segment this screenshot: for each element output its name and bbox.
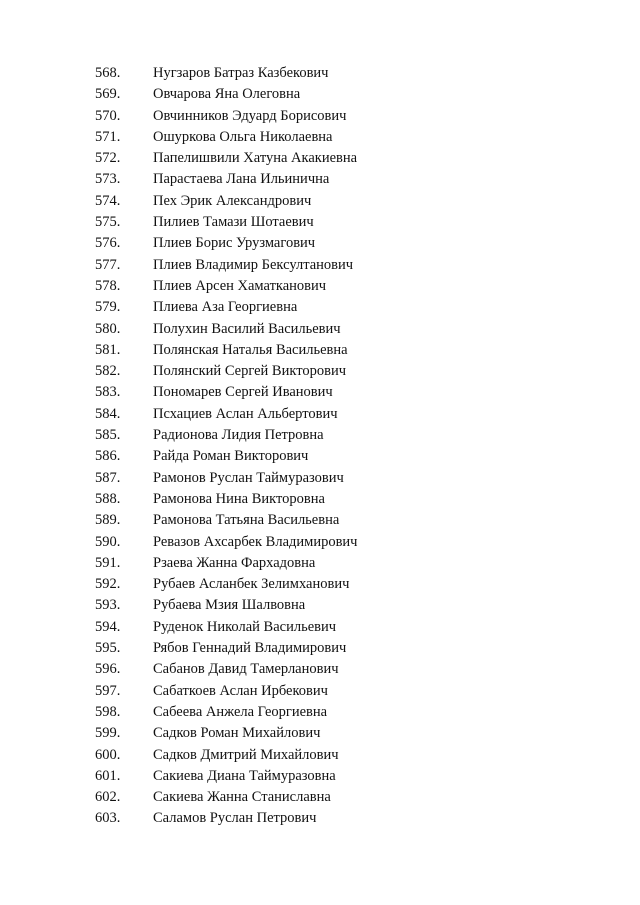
list-item xyxy=(0,297,640,318)
entry-full-name: Сакиева Диана Таймуразовна xyxy=(153,767,336,784)
entry-number: 597. xyxy=(95,682,121,699)
list-item xyxy=(0,681,640,702)
entry-full-name: Сакиева Жанна Станиславна xyxy=(153,789,331,806)
entry-full-name: Плиев Борис Урузмагович xyxy=(153,235,316,252)
entry-full-name: Ревазов Ахсарбек Владимирович xyxy=(153,533,358,550)
entry-number: 576. xyxy=(95,235,121,252)
list-item xyxy=(0,723,640,744)
list-item xyxy=(0,702,640,723)
entry-number: 578. xyxy=(95,277,121,294)
list-item xyxy=(0,425,640,446)
list-item xyxy=(0,382,640,403)
entry-number: 582. xyxy=(95,363,121,380)
list-item xyxy=(0,787,640,808)
entry-full-name: Псхациев Аслан Альбертович xyxy=(153,405,338,422)
entry-full-name: Овчинников Эдуард Борисович xyxy=(153,107,347,124)
list-item xyxy=(0,276,640,297)
entry-full-name: Рамонова Нина Викторовна xyxy=(153,490,325,507)
entry-full-name: Полянский Сергей Викторович xyxy=(153,363,347,380)
entry-number: 589. xyxy=(95,512,121,529)
list-item xyxy=(0,255,640,276)
list-item xyxy=(0,169,640,190)
entry-full-name: Пех Эрик Александрович xyxy=(153,192,312,209)
entry-number: 577. xyxy=(95,256,121,273)
entry-number: 591. xyxy=(95,554,121,571)
entry-number: 586. xyxy=(95,448,121,465)
entry-number: 595. xyxy=(95,640,121,657)
list-item xyxy=(0,766,640,787)
list-item xyxy=(0,468,640,489)
entry-full-name: Полянская Наталья Васильевна xyxy=(153,341,348,358)
entry-number: 602. xyxy=(95,789,121,806)
list-item xyxy=(0,553,640,574)
list-item xyxy=(0,574,640,595)
entry-full-name: Рубаев Асланбек Зелимханович xyxy=(153,576,350,593)
list-item xyxy=(0,617,640,638)
entry-full-name: Овчарова Яна Олеговна xyxy=(153,86,301,103)
list-item xyxy=(0,148,640,169)
entry-full-name: Пилиев Тамази Шотаевич xyxy=(153,214,314,231)
entry-number: 598. xyxy=(95,703,121,720)
entry-full-name: Рубаева Мзия Шалвовна xyxy=(153,597,306,614)
entry-number: 580. xyxy=(95,320,121,337)
entry-number: 587. xyxy=(95,469,121,486)
list-item xyxy=(0,212,640,233)
entry-full-name: Ошуркова Ольга Николаевна xyxy=(153,128,333,145)
list-item xyxy=(0,446,640,467)
entry-full-name: Плиева Аза Георгиевна xyxy=(153,299,298,316)
list-item xyxy=(0,127,640,148)
entry-number: 585. xyxy=(95,427,121,444)
entry-number: 592. xyxy=(95,576,121,593)
entry-number: 590. xyxy=(95,533,121,550)
entry-number: 569. xyxy=(95,86,121,103)
entry-full-name: Рябов Геннадий Владимирович xyxy=(153,640,347,657)
list-item xyxy=(0,659,640,680)
entry-full-name: Сабеева Анжела Георгиевна xyxy=(153,703,328,720)
entry-full-name: Райда Роман Викторович xyxy=(153,448,309,465)
entry-full-name: Саламов Руслан Петрович xyxy=(153,810,317,827)
entry-number: 579. xyxy=(95,299,121,316)
entry-number: 594. xyxy=(95,618,121,635)
list-item xyxy=(0,340,640,361)
entry-full-name: Рамонов Руслан Таймуразович xyxy=(153,469,344,486)
list-item xyxy=(0,489,640,510)
entry-number: 571. xyxy=(95,128,121,145)
entry-full-name: Сабанов Давид Тамерланович xyxy=(153,661,339,678)
entry-full-name: Садков Роман Михайлович xyxy=(153,725,321,742)
entry-full-name: Рзаева Жанна Фархадовна xyxy=(153,554,316,571)
entry-number: 588. xyxy=(95,490,121,507)
list-item xyxy=(0,63,640,84)
list-item xyxy=(0,595,640,616)
entry-full-name: Рамонова Татьяна Васильевна xyxy=(153,512,340,529)
entry-number: 573. xyxy=(95,171,121,188)
entry-number: 596. xyxy=(95,661,121,678)
entry-full-name: Садков Дмитрий Михайлович xyxy=(153,746,339,763)
entry-full-name: Радионова Лидия Петровна xyxy=(153,427,324,444)
list-item xyxy=(0,191,640,212)
entry-number: 574. xyxy=(95,192,121,209)
list-item xyxy=(0,106,640,127)
entry-number: 584. xyxy=(95,405,121,422)
entry-full-name: Руденок Николай Васильевич xyxy=(153,618,337,635)
entry-number: 583. xyxy=(95,384,121,401)
list-item xyxy=(0,84,640,105)
entry-full-name: Сабаткоев Аслан Ирбекович xyxy=(153,682,328,699)
entry-number: 600. xyxy=(95,746,121,763)
entry-number: 572. xyxy=(95,150,121,167)
entry-number: 603. xyxy=(95,810,121,827)
entry-full-name: Полухин Василий Васильевич xyxy=(153,320,341,337)
list-item xyxy=(0,638,640,659)
name-list xyxy=(0,63,640,830)
entry-number: 599. xyxy=(95,725,121,742)
list-item xyxy=(0,319,640,340)
entry-full-name: Плиев Владимир Бексултанович xyxy=(153,256,354,273)
entry-number: 581. xyxy=(95,341,121,358)
list-item xyxy=(0,233,640,254)
list-item xyxy=(0,361,640,382)
list-item xyxy=(0,532,640,553)
entry-full-name: Парастаева Лана Ильинична xyxy=(153,171,330,188)
list-item xyxy=(0,745,640,766)
entry-full-name: Пономарев Сергей Иванович xyxy=(153,384,333,401)
entry-number: 575. xyxy=(95,214,121,231)
entry-number: 593. xyxy=(95,597,121,614)
entry-number: 568. xyxy=(95,65,121,81)
entry-full-name: Папелишвили Хатуна Акакиевна xyxy=(153,150,358,167)
entry-full-name: Плиев Арсен Хаматканович xyxy=(153,277,327,294)
list-item xyxy=(0,404,640,425)
list-item xyxy=(0,808,640,829)
list-item xyxy=(0,510,640,531)
entry-number: 601. xyxy=(95,767,121,784)
entry-number: 570. xyxy=(95,107,121,124)
entry-full-name: Нугзаров Батраз Казбекович xyxy=(153,65,329,81)
